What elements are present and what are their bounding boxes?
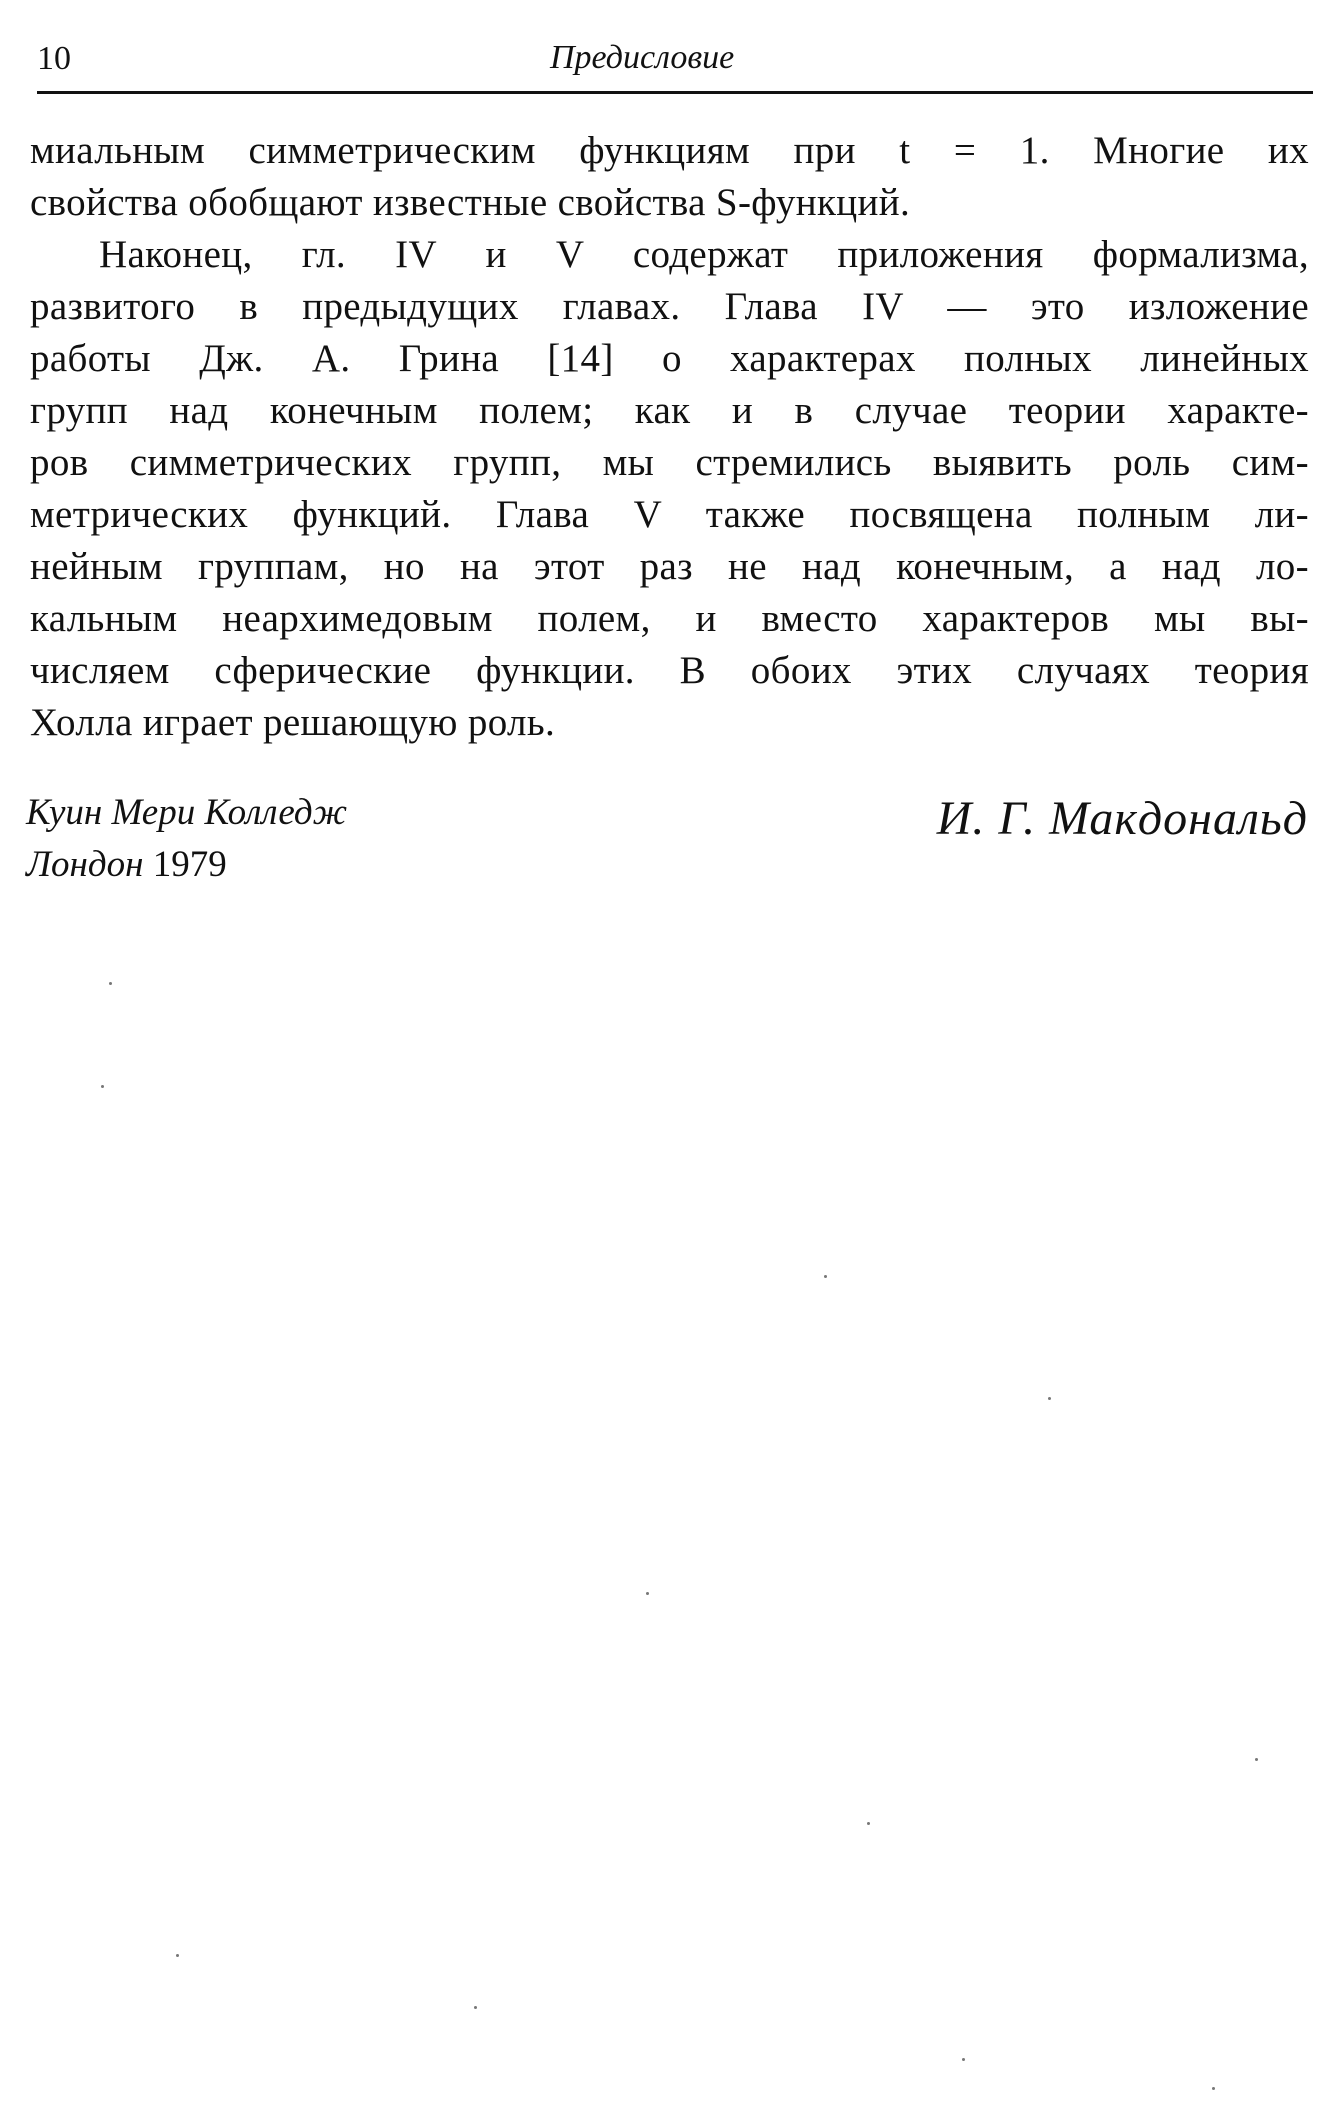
scan-speck xyxy=(1048,1397,1051,1400)
scan-speck xyxy=(824,1275,827,1278)
scan-speck xyxy=(101,1085,104,1088)
text-line: метрических функций. Глава V также посвящена полным ли- xyxy=(30,493,1309,536)
scan-speck xyxy=(646,1592,649,1595)
page-header xyxy=(37,30,1313,92)
city-name: Лондон xyxy=(26,844,144,885)
signature-location xyxy=(26,787,347,891)
scan-speck xyxy=(176,1954,179,1957)
scan-speck xyxy=(109,982,112,985)
scan-speck xyxy=(474,2006,477,2009)
scan-speck xyxy=(1212,2087,1215,2090)
scan-speck xyxy=(867,1822,870,1825)
header-rule xyxy=(37,91,1313,94)
text-line: групп над конечным полем; как и в случае теории характе- xyxy=(30,389,1309,432)
text-line: нейным группам, но на этот раз не над конечным, а над ло- xyxy=(30,545,1309,588)
author-signature: И. Г. Макдональд xyxy=(936,792,1308,845)
text-line: миальным симметрическим функциям при t = 1. Многие их xyxy=(30,129,1309,172)
text-line: Холла играет решающую роль. xyxy=(30,701,556,744)
text-line: числяем сферические функции. В обоих этих случаях теория xyxy=(30,649,1309,692)
institution-name: Куин Мери Колледж xyxy=(26,792,348,833)
scan-speck xyxy=(1255,1758,1258,1761)
text-line: ров симметрических групп, мы стремились выявить роль сим- xyxy=(30,441,1309,484)
scan-speck xyxy=(962,2058,965,2061)
text-line: работы Дж. А. Грина [14] о характерах полных линейных xyxy=(30,337,1309,380)
year: 1979 xyxy=(152,844,227,885)
preface-body-text xyxy=(30,125,1309,749)
paragraph-first-line: Наконец, гл. IV и V содержат приложения формализма, xyxy=(99,233,1309,276)
text-line: кальным неархимедовым полем, и вместо характеров мы вы- xyxy=(30,597,1309,640)
city-year-line xyxy=(26,839,347,891)
page-number: 10 xyxy=(37,40,71,77)
running-head: Предисловие xyxy=(550,39,735,76)
text-line: развитого в предыдущих главах. Глава IV — это изложение xyxy=(30,285,1309,328)
text-line: свойства обобщают известные свойства S-функций. xyxy=(30,181,911,224)
